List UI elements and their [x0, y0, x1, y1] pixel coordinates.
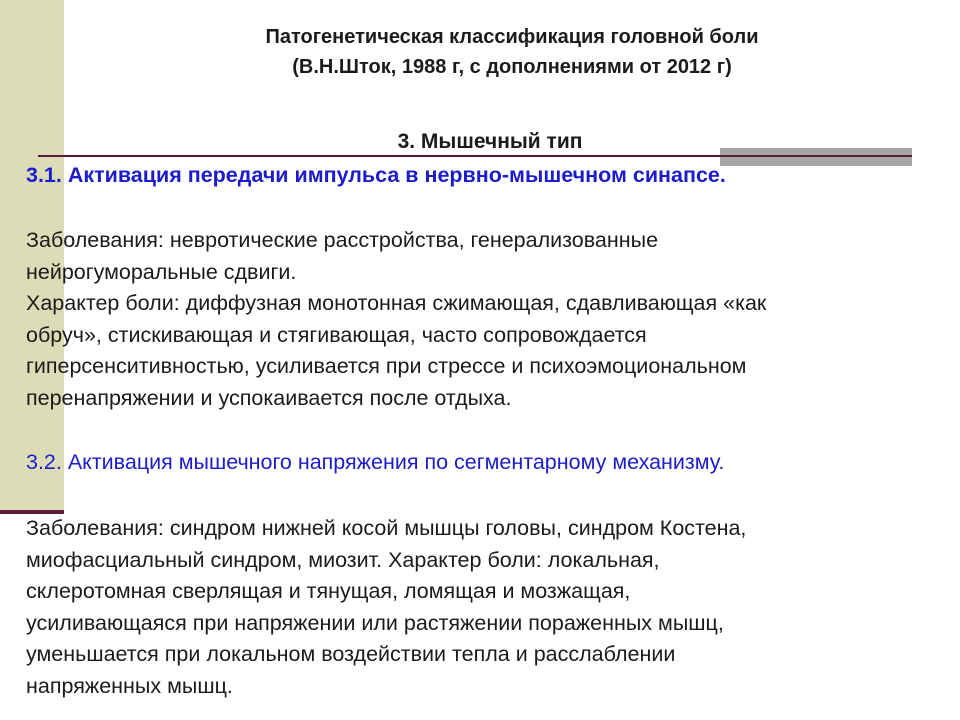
subsection2-body-line: напряженных мышц.: [26, 673, 233, 698]
subsection1-body-line: перенапряжении и успокаивается после отдыха.: [26, 385, 512, 410]
subsection1-body-line: нейрогуморальные сдвиги.: [26, 259, 297, 284]
slide-title-line1: Патогенетическая классификация головной боли: [265, 26, 759, 48]
subsection1-body-line: Заболевания: невротические расстройства, генерализованные: [26, 228, 659, 252]
subsection2-body-line: миофасциальный синдром, миозит. Характер боли: локальная,: [26, 547, 660, 572]
subsection2-body-line: Заболевания: синдром нижней косой мышцы головы, синдром Костена,: [26, 516, 747, 540]
subsection1-body-line: гиперсенситивностью, усиливается при стрессе и психоэмоциональном: [26, 354, 747, 378]
subsection1-heading: 3.1. Активация передачи импульса в нервно-мышечном синапсе.: [26, 163, 726, 187]
subsection2-body-line: склеротомная сверлящая и тянущая, ломящая и мозжащая,: [26, 579, 631, 603]
subsection1-body: [26, 225, 952, 414]
subsection2-body-line: усиливающаяся при напряжении или растяжении пораженных мышц,: [26, 610, 724, 635]
subsection1-body-line: Характер боли: диффузная монотонная сжимающая, сдавливающая «как: [26, 291, 767, 315]
subsection1-body-line: обруч», стискивающая и стягивающая, часто сопровождается: [26, 322, 647, 347]
section-heading: 3. Мышечный тип: [397, 130, 583, 153]
subsection2-heading: 3.2. Активация мышечного напряжения по сегментарному механизму.: [26, 450, 725, 474]
subsection2-body: [26, 513, 952, 702]
decorative-top-rule: [38, 155, 912, 157]
slide-title-line2: (В.Н.Шток, 1988 г, с дополнениями от 2012 г): [292, 56, 732, 78]
subsection2-body-line: уменьшается при локальном воздействии тепла и расслаблении: [26, 642, 676, 666]
